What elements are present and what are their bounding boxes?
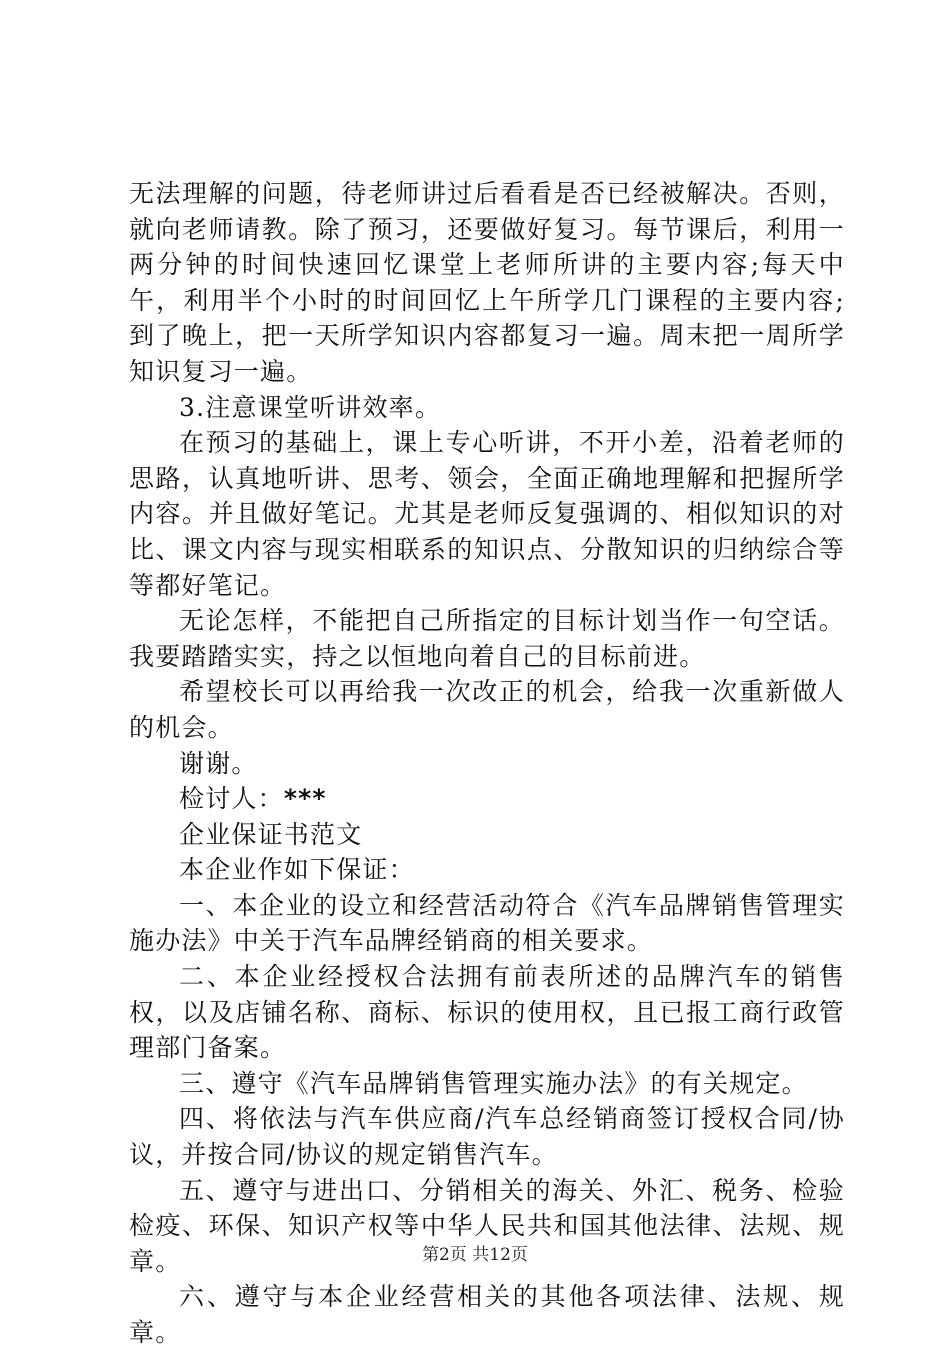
- clause-3: 三、遵守《汽车品牌销售管理实施办法》的有关规定。: [179, 1068, 808, 1098]
- document-body: [129, 176, 845, 1351]
- clause-4: 四、将依法与汽车供应商/汽车总经销商签订授权合同/协议，并按合同/协议的规定销售汽车。: [129, 1104, 845, 1170]
- signature-line: [129, 781, 845, 817]
- paragraph-listening: 在预习的基础上，课上专心听讲，不开小差，沿着老师的思路，认真地听讲、思考、领会，全面正确地理解和把握所学内容。并且做好笔记。尤其是老师反复强调的、相似知识的对比、课文内容与现实相联系的知识点、分散知识的归纳综合等等都好笔记。: [129, 428, 845, 600]
- clause-2: 二、本企业经授权合法拥有前表所述的品牌汽车的销售权，以及店铺名称、商标、标识的使用权，且已报工商行政管理部门备案。: [129, 962, 845, 1063]
- page-number: 第2页 共12页: [422, 1245, 528, 1265]
- clause-1: 一、本企业的设立和经营活动符合《汽车品牌销售管理实施办法》中关于汽车品牌经销商的相关要求。: [129, 890, 845, 956]
- paragraph-study-review: 无法理解的问题，待老师讲过后看看是否已经被解决。否则，就向老师请教。除了预习，还要做好复习。每节课后，利用一两分钟的时间快速回忆课堂上老师所讲的主要内容;每天中午，利用半个小时的时间回忆上午所学几门课程的主要内容;到了晚上，把一天所学知识内容都复习一遍。周末把一周所学知识复习一遍。: [129, 179, 845, 386]
- signature-name: ***: [283, 784, 327, 814]
- clause-5: 五、遵守与进出口、分销相关的海关、外汇、税务、检验检疫、环保、知识产权等中华人民共和国其他法律、法规、规章。: [129, 1175, 845, 1276]
- signature-label: 检讨人：: [179, 784, 284, 814]
- paragraph-hope: 希望校长可以再给我一次改正的机会，给我一次重新做人的机会。: [129, 677, 845, 742]
- section-title: 企业保证书范文: [179, 819, 363, 849]
- paragraph-heading-listening: 3.注意课堂听讲效率。: [179, 392, 442, 422]
- paragraph-intro: 本企业作如下保证：: [179, 855, 415, 885]
- paragraph-thanks: 谢谢。: [179, 748, 258, 778]
- paragraph-goal: 无论怎样，不能把自己所指定的目标计划当作一句空话。我要踏踏实实，持之以恒地向着自己的目标前进。: [129, 606, 845, 671]
- clause-6: 六、遵守与本企业经营相关的其他各项法律、法规、规章。: [129, 1282, 845, 1347]
- page-footer: [0, 1244, 950, 1266]
